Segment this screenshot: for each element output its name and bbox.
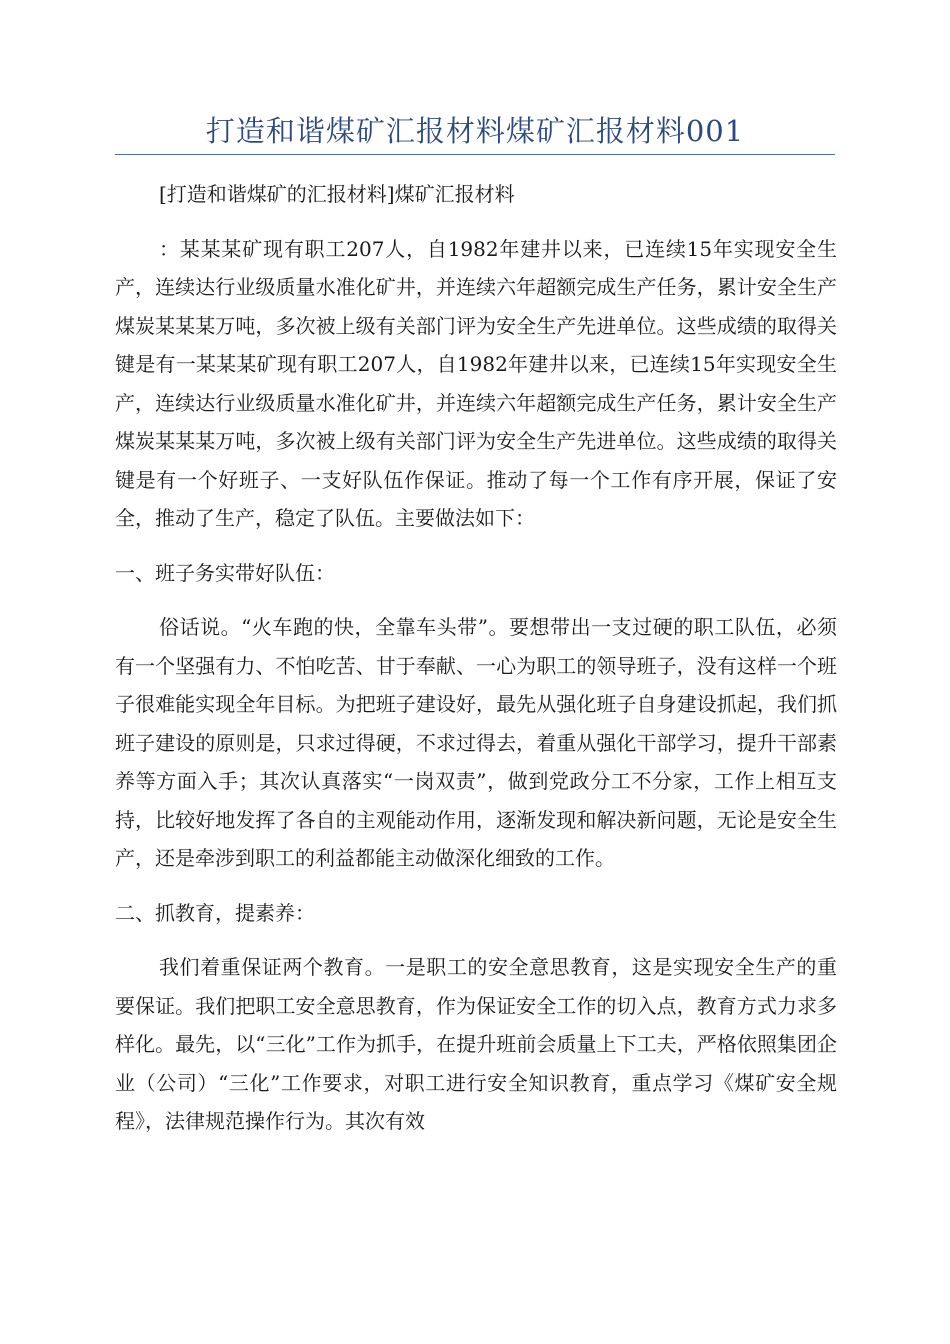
section-heading-1: 一、班子务实带好队伍： — [115, 560, 335, 585]
section-2-paragraph: 我们着重保证两个教育。一是职工的安全意思教育，这是实现安全生产的重要保证。我们把职工安全意思教育，作为保证安全工作的切入点，教育方式力求多样化。最先，以“三化”工作为抓手，在提升班前会质量上下工夫，严格依照集团企业（公司）“三化”工作要求，对职工进行安全知识教育，重点学习《煤矿安全规程》，法律规范操作行为。其次有效 — [115, 955, 837, 1133]
section-1-paragraph: 俗话说。“火车跑的快，全靠车头带”。要想带出一支过硬的职工队伍，必须有一个坚强有力、不怕吃苦、甘于奉献、一心为职工的领导班子，没有这样一个班子很难能实现全年目标。为把班子建设好，最先从强化班子自身建设抓起，我们抓班子建设的原则是，只求过得硬，不求过得去，着重从强化干部学习，提升干部素养等方面入手；其次认真落实“一岗双责”，做到党政分工不分家，工作上相互支持，比较好地发挥了各自的主观能动作用，逐渐发现和解决新问题，无论是安全生产，还是牵涉到职工的利益都能主动做深化细致的工作。 — [115, 615, 837, 870]
document-title: 打造和谐煤矿汇报材料煤矿汇报材料001 — [205, 114, 745, 148]
section-heading-2: 二、抓教育，提素养： — [115, 900, 315, 925]
intro-paragraph: ：某某某矿现有职工207人，自1982年建井以来，已连续15年实现安全生产，连续达行业级质量水准化矿井，并连续六年超额完成生产任务，累计安全生产煤炭某某某万吨，多次被上级有关部门评为安全生产先进单位。这些成绩的取得关键是有一某某某矿现有职工207人，自1982年建井以来，已连续15年实现安全生产，连续达行业级质量水准化矿井，并连续六年超额完成生产任务，累计安全生产煤炭某某某万吨，多次被上级有关部门评为安全生产先进单位。这些成绩的取得关键是有一个好班子、一支好队伍作保证。推动了每一个工作有序开展，保证了安全，推动了生产，稳定了队伍。主要做法如下： — [115, 236, 837, 530]
title-underline — [115, 154, 835, 155]
document-body — [115, 175, 837, 1141]
subtitle-paragraph: [打造和谐煤矿的汇报材料]煤矿汇报材料 — [159, 182, 515, 206]
